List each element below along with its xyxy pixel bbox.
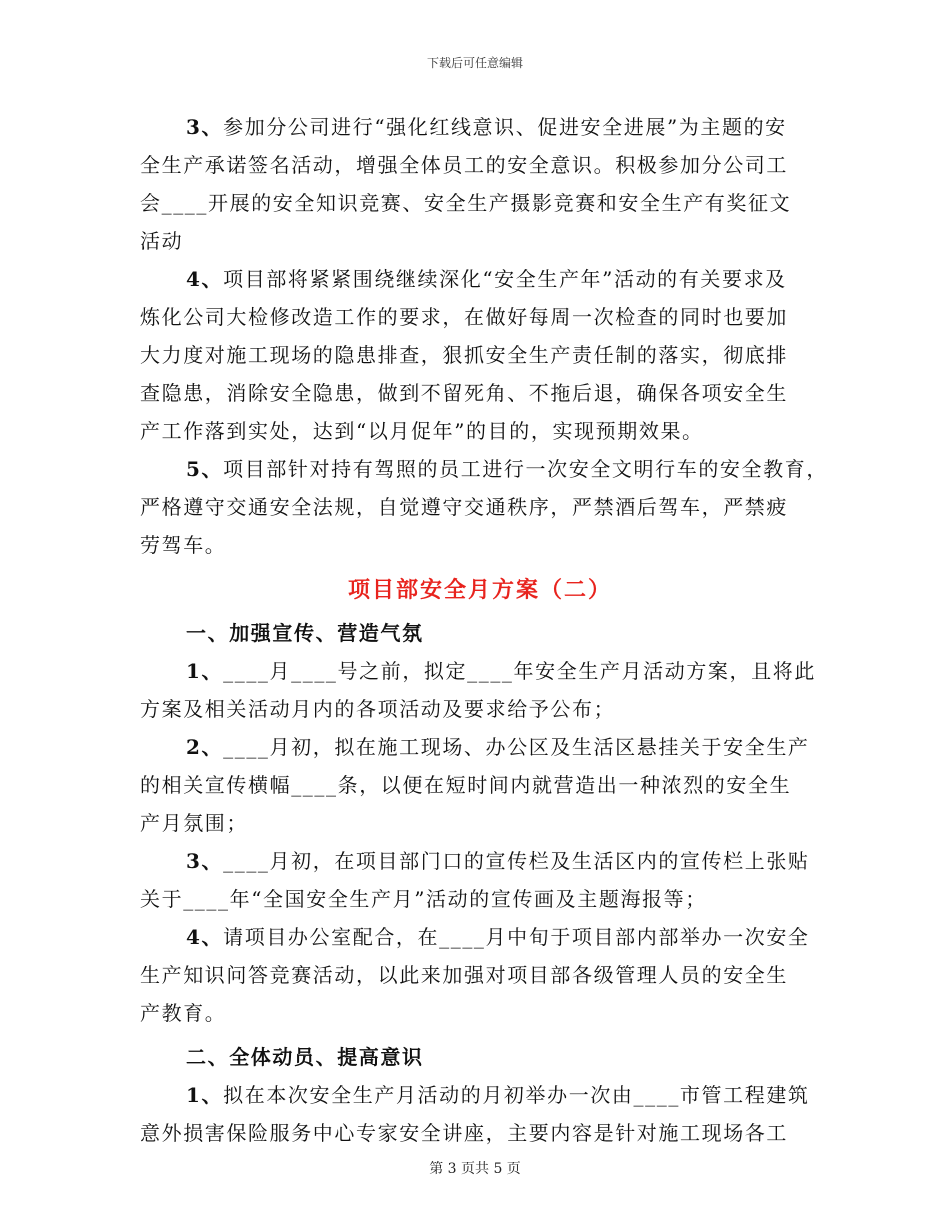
document-body bbox=[140, 108, 828, 1152]
item-number: 3、 bbox=[186, 849, 224, 873]
text: 参加分公司进行“强化红线意识、促进安全进展”为主题的安 bbox=[223, 115, 787, 139]
item-a2-line-3: 产月氛围； bbox=[140, 811, 248, 835]
paragraph-3-line-4: 活动 bbox=[140, 229, 184, 253]
text: 拟在本次安全生产月活动的月初举办一次由____市管工程建筑 bbox=[223, 1083, 810, 1107]
item-number: 3、 bbox=[186, 115, 224, 139]
paragraph-3-line-3: 会____开展的安全知识竞赛、安全生产摄影竞赛和安全生产有奖征文 bbox=[140, 191, 792, 215]
paragraph-5-line-2: 严格遵守交通安全法规，自觉遵守交通秩序，严禁酒后驾车，严禁疲 bbox=[140, 495, 788, 519]
item-a4-line-3: 产教育。 bbox=[140, 1001, 227, 1025]
item-a2-line-1 bbox=[140, 728, 820, 766]
page-header: 下载后可任意编辑 bbox=[426, 56, 523, 70]
paragraph-3-line-1 bbox=[140, 108, 820, 146]
heading-2: 二、全体动员、提高意识 bbox=[186, 1045, 424, 1069]
item-a3-line-1 bbox=[140, 842, 820, 880]
page-footer: 第 3 页共 5 页 bbox=[429, 1161, 521, 1177]
text: 项目部将紧紧围绕继续深化“安全生产年”活动的有关要求及 bbox=[223, 267, 787, 291]
item-a1-line-1 bbox=[140, 652, 820, 690]
item-number: 4、 bbox=[186, 267, 224, 291]
paragraph-5-line-1 bbox=[140, 450, 828, 488]
heading-1: 一、加强宣传、营造气氛 bbox=[186, 621, 424, 645]
text: ____月____号之前，拟定____年安全生产月活动方案，且将此 bbox=[223, 659, 816, 683]
item-b1-line-1 bbox=[140, 1076, 820, 1114]
section-title: 项目部安全月方案（二） bbox=[347, 577, 612, 603]
item-a3-line-2: 关于____年“全国安全生产月”活动的宣传画及主题海报等； bbox=[140, 887, 707, 911]
item-b1-line-2: 意外损害保险服务中心专家安全讲座，主要内容是针对施工现场各工 bbox=[140, 1121, 788, 1145]
paragraph-4-line-4: 查隐患，消除安全隐患，做到不留死角、不拖后退，确保各项安全生 bbox=[140, 381, 788, 405]
item-a4-line-1 bbox=[140, 918, 820, 956]
item-number: 5、 bbox=[186, 457, 224, 481]
item-number: 2、 bbox=[186, 735, 224, 759]
item-a2-line-2: 的相关宣传横幅____条，以便在短时间内就营造出一种浓烈的安全生 bbox=[140, 773, 792, 797]
item-a1-line-2: 方案及相关活动月内的各项活动及要求给予公布； bbox=[140, 697, 616, 721]
text: ____月初，在项目部门口的宣传栏及生活区内的宣传栏上张贴 bbox=[223, 849, 810, 873]
paragraph-4-line-1 bbox=[140, 260, 820, 298]
text: 请项目办公室配合，在____月中旬于项目部内部举办一次安全 bbox=[223, 925, 810, 949]
paragraph-3-line-2: 全生产承诺签名活动，增强全体员工的安全意识。积极参加分公司工 bbox=[140, 153, 788, 177]
item-a4-line-2: 生产知识问答竞赛活动，以此来加强对项目部各级管理人员的安全生 bbox=[140, 963, 788, 987]
item-number: 4、 bbox=[186, 925, 224, 949]
item-number: 1、 bbox=[186, 1083, 224, 1107]
paragraph-5-line-3: 劳驾车。 bbox=[140, 533, 227, 557]
text: ____月初，拟在施工现场、办公区及生活区悬挂关于安全生产 bbox=[223, 735, 810, 759]
text: 项目部针对持有驾照的员工进行一次安全文明行车的安全教育， bbox=[223, 457, 828, 481]
paragraph-4-line-3: 大力度对施工现场的隐患排查，狠抓安全生产责任制的落实，彻底排 bbox=[140, 343, 788, 367]
paragraph-4-line-2: 炼化公司大检修改造工作的要求，在做好每周一次检查的同时也要加 bbox=[140, 305, 788, 329]
item-number: 1、 bbox=[186, 659, 224, 683]
paragraph-4-line-5: 产工作落到实处，达到“以月促年”的目的，实现预期效果。 bbox=[140, 419, 704, 443]
